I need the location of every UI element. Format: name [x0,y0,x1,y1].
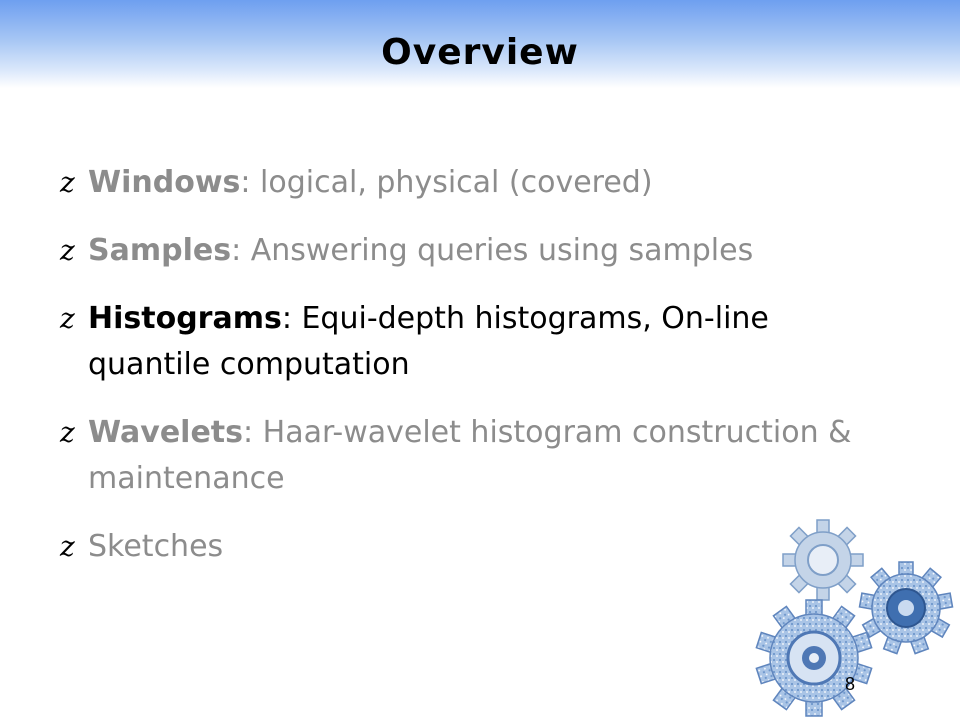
bullet-marker: z [60,416,75,449]
slide-title: Overview [381,32,579,73]
bullet-term: Windows [88,165,241,200]
bullet-text: : logical, physical (covered) [240,165,653,200]
bullet-text: Sketches [88,529,224,564]
bullet-text: : Answering queries using samples [231,233,754,268]
bullet-marker: z [60,530,75,563]
bullet-marker: z [60,234,75,267]
gear-small-icon [783,520,863,600]
bullet-windows [60,160,880,206]
bullet-term: Wavelets [88,415,243,450]
bullet-marker: z [60,166,75,199]
bullet-histograms [60,296,880,388]
gear-right-icon [859,562,952,654]
bullet-wavelets [60,410,880,502]
bullet-term: Histograms [88,301,282,336]
bullet-marker: z [60,302,75,335]
bullet-term: Samples [88,233,232,268]
bullet-text: : Haar-wavelet histogram construction & maintenance [88,415,852,496]
bullet-text: : Equi-depth histograms, On-line quantile computation [88,301,769,382]
bullet-samples [60,228,880,274]
gear-large-icon [756,600,871,716]
page-number: 8 [844,674,855,694]
